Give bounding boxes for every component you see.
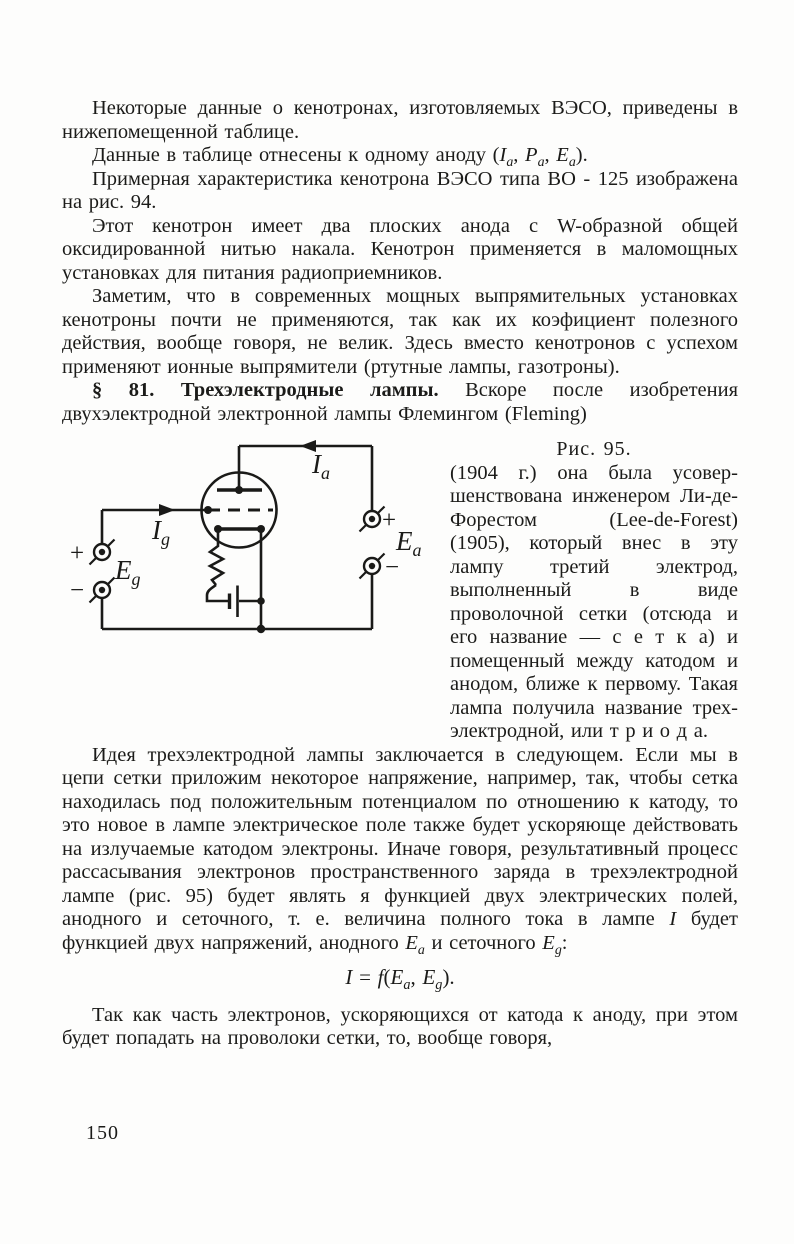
- paragraph-table-note: Данные в таблице отнесены к одному аноду ($I_a$, $P_a$, $E_a$).: [92, 144, 588, 171]
- filament-wire-hook: [207, 585, 228, 601]
- paragraph-kenotron-data: Некоторые данные о кенотронах, изготовляемых ВЭСО, приведены в нижепомещенной таблице.: [62, 97, 738, 143]
- math-var-P: P: [525, 144, 538, 166]
- section-81-paragraph: § 81. Трехэлектродные лампы. Вскоре после изобретения двухэлектродной электронной лампы Флемингом (Fleming) $I_a$ $I_g$ $E_g$ $E_a$ + − + −: [62, 379, 738, 426]
- paragraph-grid-interception: Так как часть электронов, ускоряющихся от катода к аноду, при этом будет попадать на проволоки сетки, то, вообще говоря,: [62, 1003, 738, 1049]
- paragraph-triode-idea: Идея трехэлектродной лампы заключается в следующем. Если мы в цепи сетки приложим некоторое напряжение, например, так, чтобы сетка находилась под положительным потенциалом по отношению к катоду, то это новое в лампе электрическое поле также будет ускоряюще действовать на излучаемые катодом электроны. Иначе говоря, результативный процесс рассасывания электронов пространственного заряда в трехэлектродной лампе (рис. 95) будет являть я функцией двух электрических полей, анодного и сеточного, т. е. величина полного тока в лампе I будет функцией двух напряжений, анодного $E_a$ и сеточного $E_g$:: [62, 743, 738, 958]
- math-var-E: E: [542, 931, 555, 954]
- formula-anode-current-function: $I = f(E_a$, $E_g$).: [345, 965, 455, 994]
- minus-sign-anode: −: [385, 554, 400, 581]
- minus-sign-grid: −: [70, 577, 85, 604]
- text-block: Некоторые данные о кенотронах, изготовляемых ВЭСО, приведены в нижепомещенной таблице. Данные в таблице отнесены к одному аноду ($I_a$, $P_a$, $E_a$). Примерная характеристика кенотрона ВЭСО типа ВО - 125 изображена на рис. 94. Этот кенотрон имеет два плоских анода с W-образной общей оксидированной нитью накала. Кенотрон применяется в маломощных установках для питания радиоприемников. Заметим, что в современных мощных выпрямительных установках кенотроны почти не применяются, так как их коэфициент полезного действия, вообще говоря, не велик. Здесь вместо кенотронов с успехом применяют ионные выпрямители (ртутные лампы, газотроны). § 81. Трехэлектродные лампы. Вскоре после изобретения двухэлектродной электронной лампы Флемингом (Fleming) $I_a$ $I_g$ $E_g$ $E_a$ + − + − Рис. 95. (1904 г.) она была усовершенствована инженером Ли-де-Форестом (Lee-de-Forest) (1905), который внес в эту лампу третий электрод, выполненный в виде проволочной сетки (отсюда и его название — с е т к а) и помещенный между катодом и анодом, ближе к первому. Такая лампа получила название трехэлектродной, или т р и о д а. Идея трехэлектродной лампы заключается в следующем. Если мы в цепи сетки приложим некоторое напряжение, например, так, чтобы сетка находилась под положительным потенциалом по отношению к катоду, то это новое в лампе электрическое поле также будет ускоряюще действовать на излучаемые катодом электроны. Иначе говоря, результативный процесс рассасывания электронов пространственного заряда в трехэлектродной лампе (рис. 95) будет являть я функцией двух электрических полей, анодного и сеточного, т. е. величина полного тока в лампе I будет функцией двух напряжений, анодного $E_a$ и сеточного $E_g$: $I = f(E_a$, $E_g$). Так как часть электронов, ускоряющихся от катода к аноду, при этом будет попадать на проволоки сетки, то, вообще говоря,: [62, 97, 739, 1049]
- grid-current-arrow: [159, 504, 175, 516]
- math-var-E: E: [556, 144, 569, 166]
- paragraph-rectifier-remark: Заметим, что в современных мощных выпрямительных установках кенотроны почти не применяются, так как их коэфициент полезного действия, вообще говоря, не велик. Здесь вместо кенотронов с успехом применяют ионные выпрямители (ртутные лампы, газотроны).: [62, 285, 738, 378]
- figure-caption: Рис. 95.: [556, 438, 632, 460]
- paragraph-characteristic: Примерная характеристика кенотрона ВЭСО типа ВО - 125 изображена на рис. 94.: [62, 167, 738, 213]
- figure-triode-circuit: [62, 426, 444, 727]
- page-number: 150: [86, 1122, 119, 1144]
- math-var-I: I: [669, 908, 677, 930]
- triode-circuit-diagram: [62, 429, 442, 639]
- plus-sign-anode: +: [382, 507, 397, 534]
- label-anode-current: $I_a$: [312, 449, 330, 483]
- label-grid-current: $I_g$: [152, 515, 170, 549]
- label-anode-voltage: $E_a$: [396, 526, 422, 560]
- math-var-E: E: [405, 931, 418, 954]
- plus-sign-grid: +: [70, 540, 85, 567]
- label-grid-voltage: $E_g$: [115, 555, 141, 589]
- paragraph-kenotron-design: Этот кенотрон имеет два плоских анода с W-образной общей оксидированной нитью накала. Кенотрон применяется в маломощных установках для питания радиоприемников.: [62, 214, 738, 284]
- math-var-I: I: [499, 144, 507, 166]
- section-81-heading: § 81. Трехэлектродные лампы.: [92, 379, 439, 401]
